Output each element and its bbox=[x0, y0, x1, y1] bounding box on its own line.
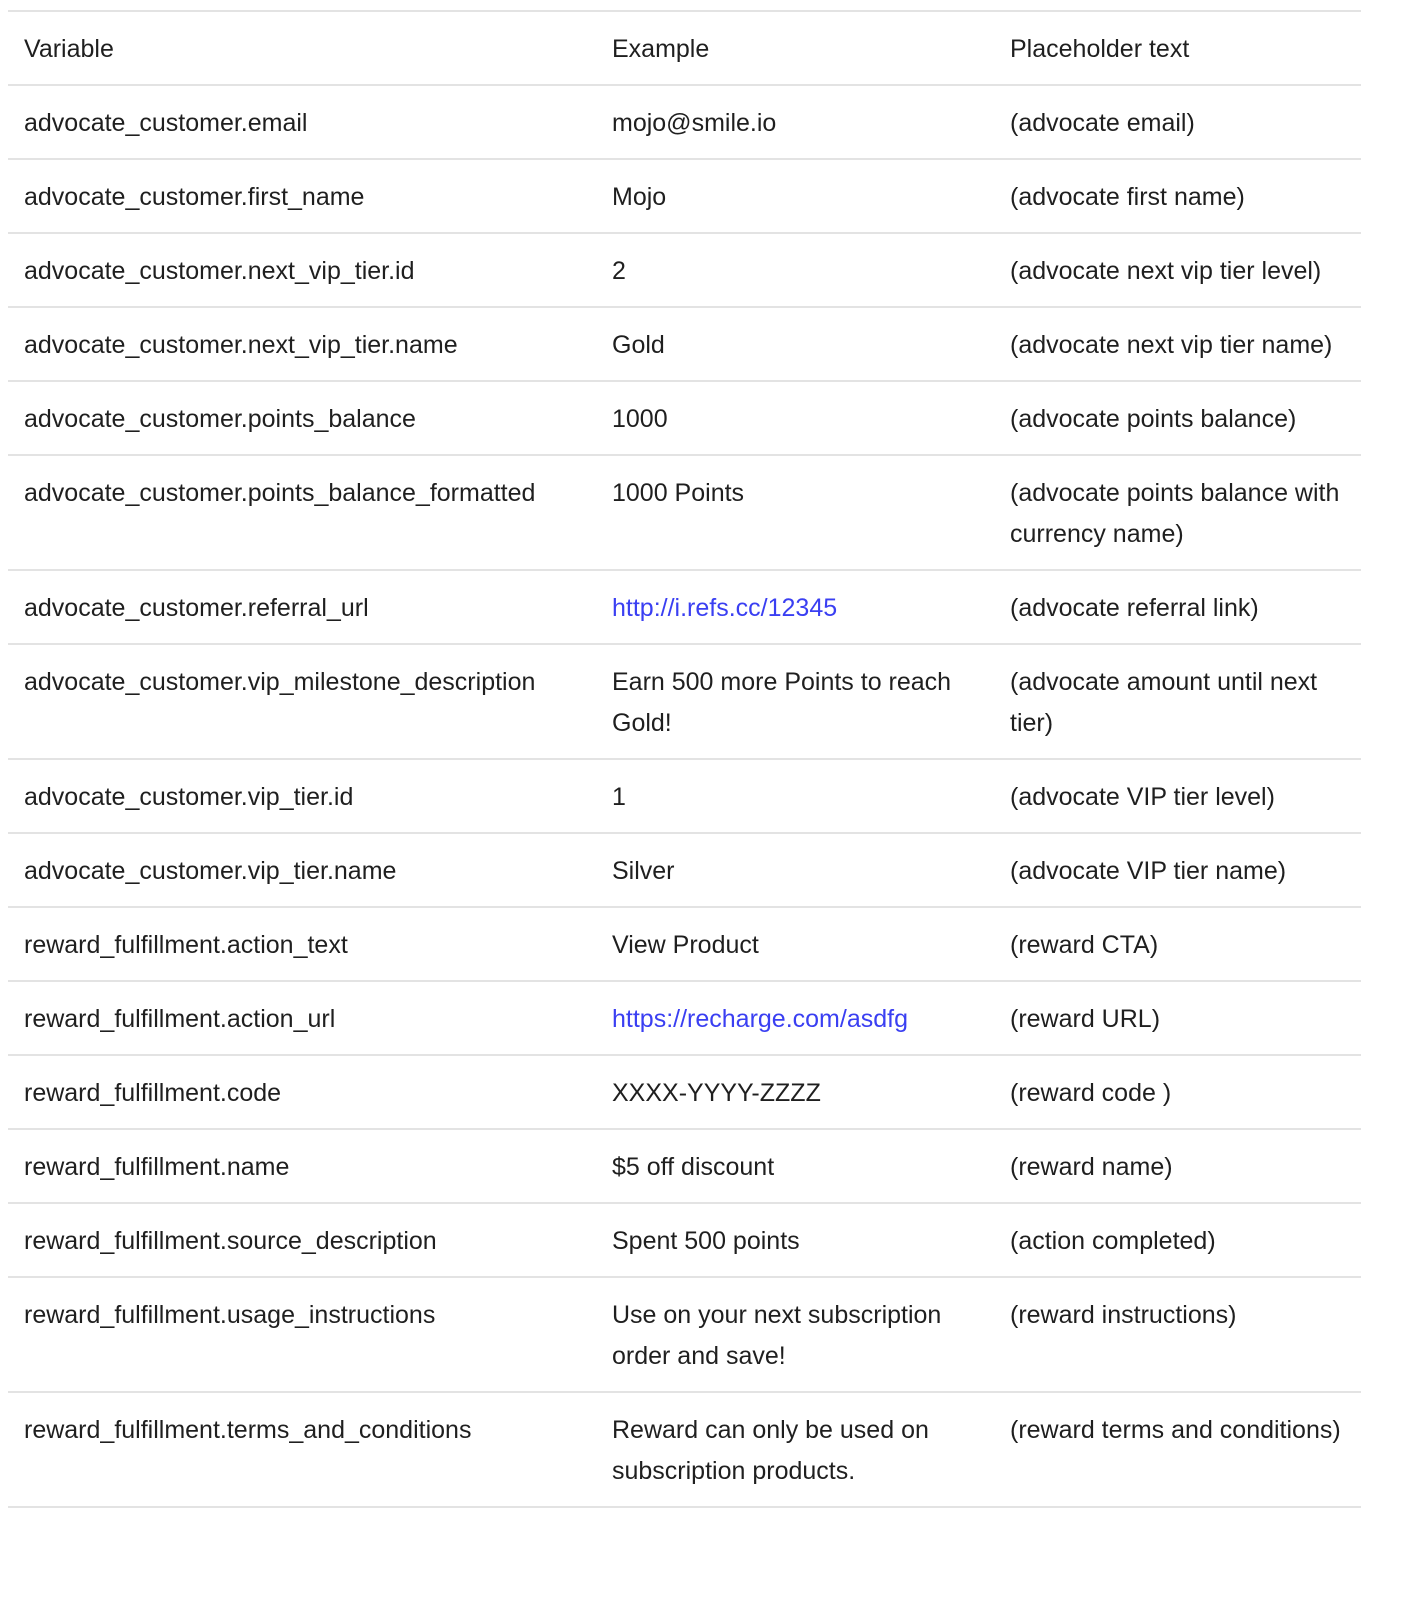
table-row bbox=[8, 981, 1361, 1055]
variable-cell: advocate_customer.vip_tier.id bbox=[24, 783, 354, 811]
example-link[interactable]: https://recharge.com/asdfg bbox=[612, 1005, 908, 1033]
table-row bbox=[8, 381, 1361, 455]
variable-cell: reward_fulfillment.code bbox=[24, 1079, 282, 1107]
table-row bbox=[8, 159, 1361, 233]
placeholder-text-cell: (reward code ) bbox=[1010, 1079, 1172, 1107]
placeholder-text-cell: (advocate VIP tier name) bbox=[1010, 857, 1287, 885]
example-cell: mojo@smile.io bbox=[612, 109, 777, 137]
variable-cell: advocate_customer.vip_milestone_description bbox=[24, 668, 536, 696]
header-placeholder-text: Placeholder text bbox=[1010, 35, 1190, 63]
variable-cell: reward_fulfillment.action_url bbox=[24, 1005, 336, 1033]
placeholder-text-cell: (reward instructions) bbox=[1010, 1301, 1237, 1329]
variable-cell: reward_fulfillment.source_description bbox=[24, 1227, 437, 1255]
table-row bbox=[8, 833, 1361, 907]
table-row bbox=[8, 1277, 1361, 1392]
table-row bbox=[8, 1203, 1361, 1277]
placeholder-text-cell: (advocate email) bbox=[1010, 109, 1195, 137]
table-body bbox=[8, 85, 1361, 1507]
placeholder-text-cell: (reward CTA) bbox=[1010, 931, 1159, 959]
variable-cell: reward_fulfillment.name bbox=[24, 1153, 290, 1181]
table-row bbox=[8, 907, 1361, 981]
variable-cell: advocate_customer.next_vip_tier.id bbox=[24, 257, 415, 285]
example-cell: Silver bbox=[612, 857, 675, 885]
example-cell: Mojo bbox=[612, 183, 667, 211]
example-cell bbox=[596, 981, 994, 1055]
example-link[interactable]: http://i.refs.cc/12345 bbox=[612, 594, 838, 622]
table-row bbox=[8, 1055, 1361, 1129]
table-row bbox=[8, 1129, 1361, 1203]
table-row bbox=[8, 644, 1361, 759]
table-row bbox=[8, 570, 1361, 644]
example-cell: 1 bbox=[612, 783, 626, 811]
table-row bbox=[8, 759, 1361, 833]
example-cell: Spent 500 points bbox=[612, 1227, 800, 1255]
example-cell: 2 bbox=[612, 257, 626, 285]
example-cell: View Product bbox=[612, 931, 759, 959]
variable-cell: reward_fulfillment.action_text bbox=[24, 931, 348, 959]
variables-table-container bbox=[8, 10, 1361, 1508]
example-cell: Use on your next subscription order and save! bbox=[612, 1301, 942, 1370]
example-cell: 1000 bbox=[612, 405, 668, 433]
variable-cell: advocate_customer.next_vip_tier.name bbox=[24, 331, 458, 359]
table-row bbox=[8, 307, 1361, 381]
example-cell: Reward can only be used on subscription products. bbox=[612, 1416, 929, 1485]
table-row bbox=[8, 233, 1361, 307]
placeholder-text-cell: (advocate next vip tier level) bbox=[1010, 257, 1322, 285]
variable-cell: advocate_customer.first_name bbox=[24, 183, 365, 211]
placeholder-text-cell: (reward terms and conditions) bbox=[1010, 1416, 1341, 1444]
placeholder-text-cell: (advocate first name) bbox=[1010, 183, 1245, 211]
placeholder-text-cell: (advocate amount until next tier) bbox=[1010, 668, 1318, 737]
header-row bbox=[8, 11, 1361, 85]
placeholder-text-cell: (reward URL) bbox=[1010, 1005, 1161, 1033]
example-cell: 1000 Points bbox=[612, 479, 745, 507]
table-row bbox=[8, 85, 1361, 159]
table-row bbox=[8, 1392, 1361, 1507]
placeholder-text-cell: (advocate points balance with currency name) bbox=[1010, 479, 1340, 548]
example-cell bbox=[596, 570, 994, 644]
variable-cell: advocate_customer.email bbox=[24, 109, 308, 137]
example-cell: Earn 500 more Points to reach Gold! bbox=[612, 668, 952, 737]
variable-cell: advocate_customer.points_balance_formatted bbox=[24, 479, 536, 507]
header-example: Example bbox=[612, 35, 710, 63]
placeholder-text-cell: (reward name) bbox=[1010, 1153, 1173, 1181]
variable-cell: advocate_customer.points_balance bbox=[24, 405, 416, 433]
placeholder-text-cell: (advocate next vip tier name) bbox=[1010, 331, 1333, 359]
variable-cell: advocate_customer.vip_tier.name bbox=[24, 857, 397, 885]
example-cell: XXXX-YYYY-ZZZZ bbox=[612, 1079, 821, 1107]
placeholder-text-cell: (advocate points balance) bbox=[1010, 405, 1297, 433]
placeholder-text-cell: (advocate VIP tier level) bbox=[1010, 783, 1275, 811]
example-cell: Gold bbox=[612, 331, 665, 359]
variable-cell: advocate_customer.referral_url bbox=[24, 594, 369, 622]
table-header bbox=[8, 11, 1361, 85]
variables-table bbox=[8, 10, 1361, 1508]
variable-cell: reward_fulfillment.terms_and_conditions bbox=[24, 1416, 472, 1444]
table-row bbox=[8, 455, 1361, 570]
placeholder-text-cell: (action completed) bbox=[1010, 1227, 1216, 1255]
header-variable: Variable bbox=[24, 35, 114, 63]
example-cell: $5 off discount bbox=[612, 1153, 775, 1181]
variable-cell: reward_fulfillment.usage_instructions bbox=[24, 1301, 436, 1329]
placeholder-text-cell: (advocate referral link) bbox=[1010, 594, 1259, 622]
